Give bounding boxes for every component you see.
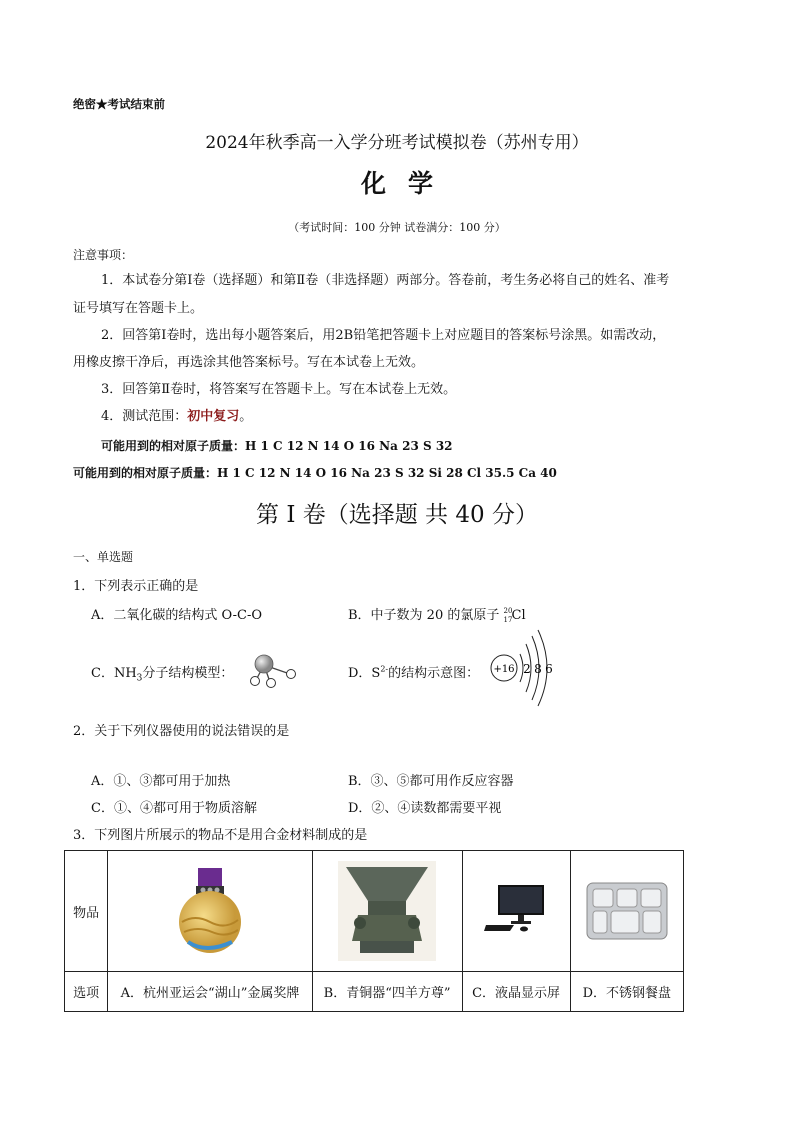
notice-item-4-prefix: 4．测试范围：	[101, 409, 188, 424]
notice-heading: 注意事项：	[73, 248, 134, 262]
q1-option-b	[348, 604, 526, 623]
q2-option-a: A．①、③都可用于加热	[91, 774, 231, 789]
q1-option-d-sup: 2-	[380, 664, 389, 674]
table-row	[65, 972, 684, 1012]
lcd-monitor-image	[484, 881, 548, 941]
atomic-mass-line-1: 可能用到的相对原子质量：H 1 C 12 N 14 O 16 Na 23 S 32	[101, 439, 453, 453]
q1-option-a: A．二氧化碳的结构式 O-C-O	[91, 608, 263, 623]
q3-option-b: B．青铜器“四羊方尊”	[312, 972, 462, 1012]
notice-item-1-line-2: 证号填写在答题卡上。	[73, 301, 204, 316]
sulfide-ion-structure-diagram	[486, 628, 556, 708]
q1-option-c-sub: 3	[136, 673, 143, 684]
notice-item-4-scope: 初中复习	[187, 409, 240, 424]
q1-nuclide	[503, 606, 513, 624]
notice-item-4	[101, 410, 252, 423]
exam-title: 2024年秋季高一入学分班考试模拟卷（苏州专用）	[205, 133, 589, 153]
nh3-molecule-model	[244, 650, 300, 690]
q3-option-a: A．杭州亚运会“湖山”金属奖牌	[108, 972, 312, 1012]
part-heading: 一、单选题	[73, 550, 134, 564]
q2-option-c: C．①、④都可用于物质溶解	[91, 801, 257, 816]
notice-item-2-line-2: 用橡皮擦干净后，再选涂其他答案标号。写在本试卷上无效。	[73, 355, 425, 370]
q1-option-c	[91, 662, 233, 684]
gold-medal-image	[170, 866, 250, 956]
q1-atomic-number: 17	[503, 615, 513, 624]
q3-items-table	[64, 850, 684, 1012]
atomic-mass-line-2: 可能用到的相对原子质量：H 1 C 12 N 14 O 16 Na 23 S 32 Si 28 Cl 35.5 Ca 40	[73, 466, 557, 480]
q1-option-d-suffix: 的结构示意图：	[388, 666, 480, 681]
notice-item-4-suffix: 。	[239, 409, 253, 424]
q1-option-c-text: C．NH	[91, 666, 137, 681]
shell-3-electrons: 6	[545, 662, 553, 676]
table-row	[65, 851, 684, 972]
notice-item-3: 3．回答第Ⅱ卷时，将答案写在答题卡上。写在本试卷上无效。	[101, 382, 457, 397]
q3-option-c: C．液晶显示屏	[462, 972, 570, 1012]
row-label-option: 选项	[65, 972, 108, 1012]
item-image-c	[462, 851, 570, 972]
nucleus-charge: +16	[493, 664, 515, 675]
q1-option-b-text: B．中子数为 20 的氯原子	[348, 608, 500, 623]
q1-mass-number: 20	[503, 606, 513, 615]
bronze-zun-image	[338, 861, 436, 961]
q3-option-d: D．不锈钢餐盘	[570, 972, 683, 1012]
item-image-d	[570, 851, 683, 972]
notice-item-1-line-1: 1．本试卷分第Ⅰ卷（选择题）和第Ⅱ卷（非选择题）两部分。答卷前，考生务必将自己的姓名、准考	[101, 273, 670, 288]
q3-stem: 3．下列图片所展示的物品不是用合金材料制成的是	[73, 828, 368, 843]
shell-2-electrons: 8	[534, 662, 542, 676]
q2-option-d: D．②、④读数都需要平视	[348, 801, 502, 816]
q1-element-symbol: Cl	[511, 608, 526, 623]
exam-meta: （考试时间：100 分钟 试卷满分：100 分）	[288, 221, 506, 234]
subject-title: 化学	[360, 169, 455, 198]
q1-option-d-text: D．S	[348, 666, 381, 681]
q1-option-c-suffix: 分子结构模型：	[142, 666, 234, 681]
row-label-item: 物品	[65, 851, 108, 972]
item-image-b	[312, 851, 462, 972]
confidential-label: 绝密★考试结束前	[73, 97, 165, 111]
section-heading: 第 I 卷（选择题 共 40 分）	[256, 502, 538, 528]
steel-tray-image	[585, 881, 669, 941]
shell-1-electrons: 2	[523, 662, 531, 676]
q1-stem: 1．下列表示正确的是	[73, 579, 199, 594]
item-image-a	[108, 851, 312, 972]
q1-option-d	[348, 662, 479, 681]
q2-stem: 2．关于下列仪器使用的说法错误的是	[73, 724, 290, 739]
q2-option-b: B．③、⑤都可用作反应容器	[348, 774, 514, 789]
notice-item-2-line-1: 2．回答第Ⅰ卷时，选出每小题答案后，用2B铅笔把答题卡上对应题目的答案标号涂黑。如需改动，	[101, 328, 666, 343]
